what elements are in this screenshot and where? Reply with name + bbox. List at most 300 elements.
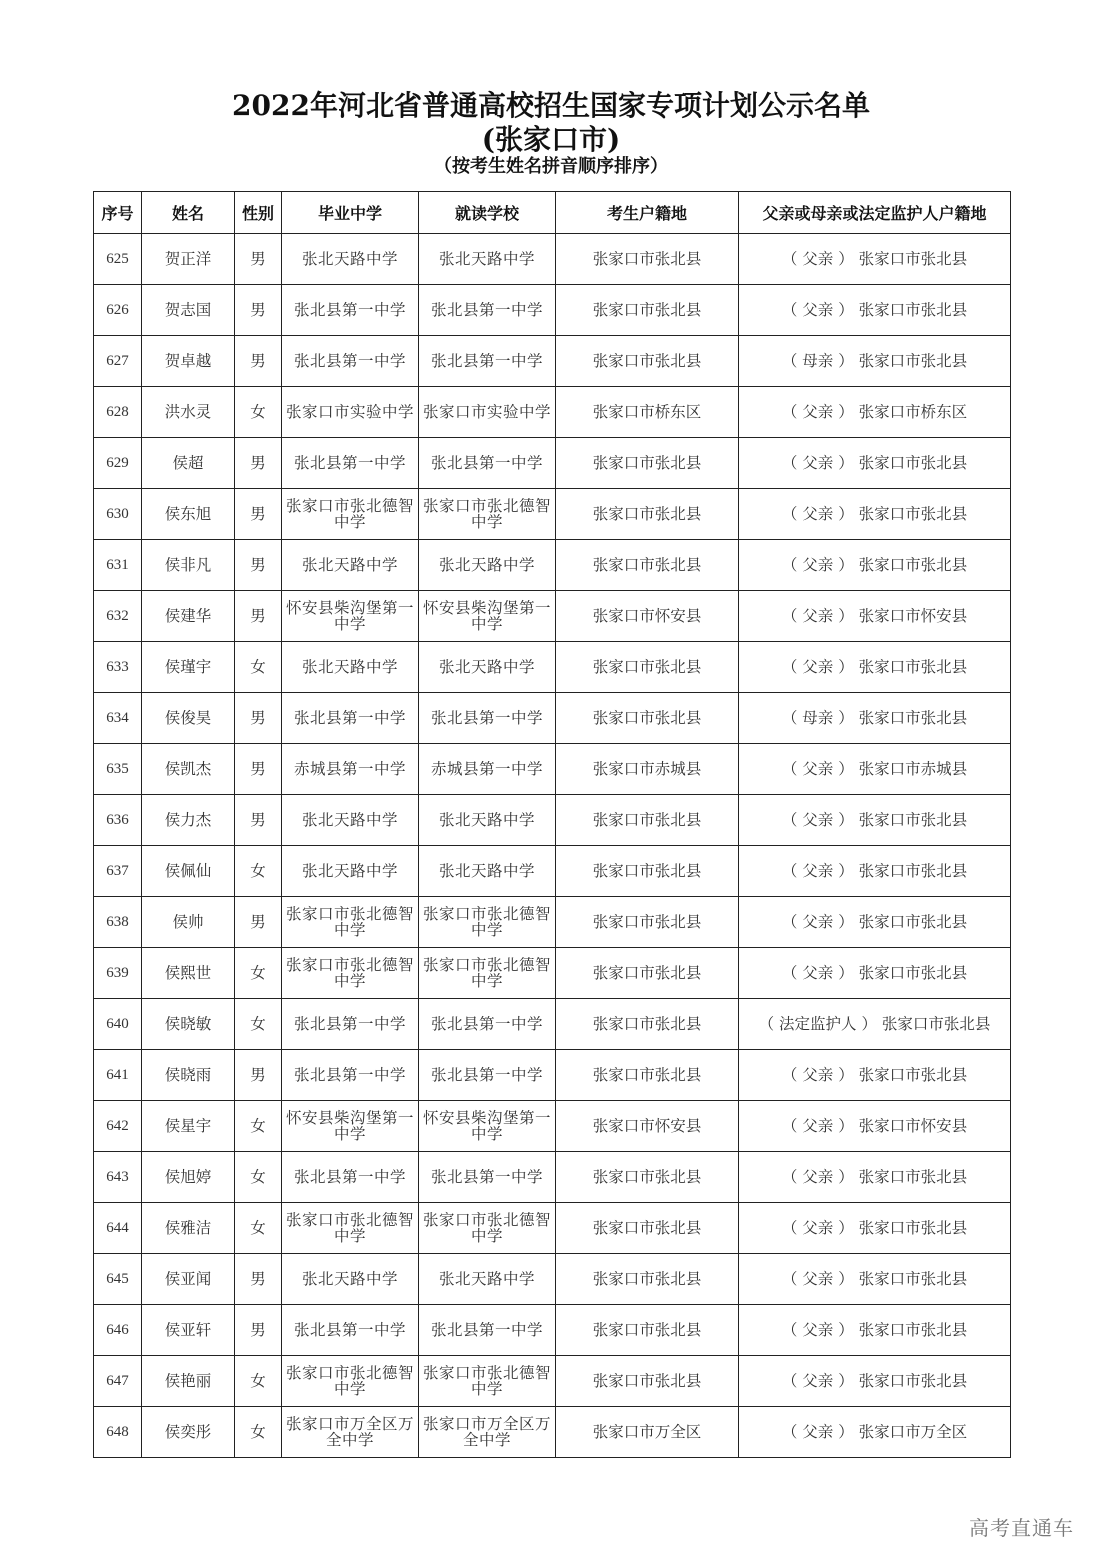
table-row [94,795,1011,846]
cell-current-school: 张家口市实验中学 [419,387,556,438]
guardian-role: 父亲 [802,1321,834,1339]
table-row [94,1407,1011,1458]
cell-current-school: 张北县第一中学 [419,999,556,1050]
cell-gender: 男 [235,489,282,540]
cell-no: 628 [94,387,142,438]
cell-gender: 男 [235,591,282,642]
col-header-hukou: 考生户籍地 [556,192,739,234]
cell-no: 626 [94,285,142,336]
table-row [94,744,1011,795]
paren-close: ） [833,862,859,880]
paren-open: （ [781,760,803,778]
guardian-hukou-place: 张家口市张北县 [881,1015,991,1033]
cell-hukou: 张家口市张北县 [556,540,739,591]
cell-grad-school: 张北县第一中学 [282,438,419,489]
cell-guardian-hukou [739,1101,1011,1152]
paren-open: （ [781,1219,803,1237]
paren-open: （ [781,556,803,574]
cell-guardian-hukou [739,642,1011,693]
guardian-role: 父亲 [802,760,834,778]
guardian-hukou-place: 张家口市张北县 [858,505,968,523]
guardian-hukou-place: 张家口市张北县 [858,556,968,574]
cell-no: 647 [94,1356,142,1407]
cell-no: 637 [94,846,142,897]
paren-open: （ [781,1117,803,1135]
paren-open: （ [781,1168,803,1186]
cell-hukou: 张家口市张北县 [556,999,739,1050]
guardian-role: 父亲 [802,1066,834,1084]
guardian-hukou-place: 张家口市张北县 [858,964,968,982]
cell-no: 630 [94,489,142,540]
cell-name: 侯建华 [142,591,235,642]
cell-current-school: 张北县第一中学 [419,693,556,744]
cell-name: 侯奕彤 [142,1407,235,1458]
paren-close: ） [833,1321,859,1339]
cell-grad-school: 张北天路中学 [282,234,419,285]
guardian-hukou-place: 张家口市张北县 [858,862,968,880]
guardian-role: 父亲 [802,862,834,880]
cell-gender: 女 [235,948,282,999]
cell-no: 646 [94,1305,142,1356]
guardian-hukou-place: 张家口市张北县 [858,913,968,931]
paren-close: ） [856,1015,882,1033]
guardian-role: 父亲 [802,1423,834,1441]
cell-gender: 男 [235,744,282,795]
table-row [94,999,1011,1050]
col-header-guardian-hukou: 父亲或母亲或法定监护人户籍地 [739,192,1011,234]
cell-gender: 男 [235,693,282,744]
table-row [94,1254,1011,1305]
guardian-role: 父亲 [802,658,834,676]
paren-open: （ [781,1321,803,1339]
table-row [94,1152,1011,1203]
cell-current-school: 张北县第一中学 [419,1152,556,1203]
cell-name: 侯晓敏 [142,999,235,1050]
cell-no: 643 [94,1152,142,1203]
cell-current-school: 怀安县柴沟堡第一中学 [419,591,556,642]
guardian-hukou-place: 张家口市张北县 [858,250,968,268]
cell-guardian-hukou [739,591,1011,642]
paren-open: （ [781,607,803,625]
cell-grad-school: 张北天路中学 [282,846,419,897]
guardian-role: 父亲 [802,811,834,829]
cell-name: 侯力杰 [142,795,235,846]
cell-name: 侯东旭 [142,489,235,540]
cell-name: 侯旭婷 [142,1152,235,1203]
guardian-role: 父亲 [802,1168,834,1186]
cell-guardian-hukou [739,795,1011,846]
paren-open: （ [781,862,803,880]
cell-hukou: 张家口市怀安县 [556,591,739,642]
cell-guardian-hukou [739,1356,1011,1407]
cell-grad-school: 张家口市张北德智中学 [282,897,419,948]
cell-guardian-hukou [739,1254,1011,1305]
guardian-hukou-place: 张家口市怀安县 [858,607,968,625]
cell-grad-school: 张家口市张北德智中学 [282,1203,419,1254]
table-row [94,897,1011,948]
cell-guardian-hukou [739,846,1011,897]
paren-open: （ [781,1372,803,1390]
guardian-hukou-place: 张家口市张北县 [858,1168,968,1186]
cell-hukou: 张家口市张北县 [556,336,739,387]
guardian-role: 法定监护人 [779,1015,857,1033]
cell-gender: 女 [235,1101,282,1152]
paren-close: ） [833,505,859,523]
cell-grad-school: 张北县第一中学 [282,285,419,336]
guardian-hukou-place: 张家口市张北县 [858,1270,968,1288]
cell-current-school: 张北县第一中学 [419,438,556,489]
cell-guardian-hukou [739,1050,1011,1101]
cell-name: 侯雅洁 [142,1203,235,1254]
cell-current-school: 张北县第一中学 [419,1050,556,1101]
cell-gender: 女 [235,1152,282,1203]
cell-gender: 男 [235,795,282,846]
cell-current-school: 张家口市张北德智中学 [419,948,556,999]
paren-open: （ [781,811,803,829]
col-header-name: 姓名 [142,192,235,234]
cell-guardian-hukou [739,948,1011,999]
cell-name: 侯非凡 [142,540,235,591]
cell-hukou: 张家口市张北县 [556,693,739,744]
cell-hukou: 张家口市张北县 [556,1305,739,1356]
paren-open: （ [781,913,803,931]
cell-current-school: 张北天路中学 [419,234,556,285]
cell-gender: 女 [235,846,282,897]
paren-open: （ [781,505,803,523]
paren-open: （ [781,709,803,727]
cell-no: 641 [94,1050,142,1101]
guardian-hukou-place: 张家口市张北县 [858,1066,968,1084]
table-row [94,948,1011,999]
table-header [94,192,1011,234]
guardian-hukou-place: 张家口市万全区 [858,1423,968,1441]
paren-close: ） [833,913,859,931]
paren-close: ） [833,1372,859,1390]
cell-grad-school: 张北县第一中学 [282,1305,419,1356]
cell-no: 633 [94,642,142,693]
guardian-role: 母亲 [802,709,834,727]
cell-name: 侯艳丽 [142,1356,235,1407]
cell-no: 645 [94,1254,142,1305]
cell-hukou: 张家口市张北县 [556,846,739,897]
guardian-role: 父亲 [802,1117,834,1135]
cell-hukou: 张家口市怀安县 [556,1101,739,1152]
cell-name: 侯亚轩 [142,1305,235,1356]
cell-no: 639 [94,948,142,999]
guardian-hukou-place: 张家口市张北县 [858,352,968,370]
cell-hukou: 张家口市张北县 [556,234,739,285]
cell-guardian-hukou [739,1203,1011,1254]
guardian-role: 父亲 [802,964,834,982]
paren-close: ） [833,403,859,421]
paren-close: ） [833,760,859,778]
cell-hukou: 张家口市张北县 [556,285,739,336]
guardian-role: 父亲 [802,1219,834,1237]
col-header-current-school: 就读学校 [419,192,556,234]
table-row [94,336,1011,387]
cell-guardian-hukou [739,1305,1011,1356]
table-row [94,234,1011,285]
table-row [94,387,1011,438]
cell-name: 侯超 [142,438,235,489]
cell-no: 640 [94,999,142,1050]
cell-grad-school: 张北天路中学 [282,540,419,591]
cell-current-school: 张北天路中学 [419,540,556,591]
guardian-role: 父亲 [802,607,834,625]
guardian-hukou-place: 张家口市张北县 [858,1321,968,1339]
paren-close: ） [833,250,859,268]
paren-open: （ [781,1066,803,1084]
cell-current-school: 张家口市张北德智中学 [419,1356,556,1407]
guardian-hukou-place: 张家口市张北县 [858,454,968,472]
cell-hukou: 张家口市张北县 [556,1050,739,1101]
table-row [94,285,1011,336]
paren-open: （ [781,250,803,268]
cell-no: 636 [94,795,142,846]
paren-close: ） [833,658,859,676]
cell-no: 644 [94,1203,142,1254]
col-header-no: 序号 [94,192,142,234]
cell-grad-school: 张北县第一中学 [282,336,419,387]
cell-gender: 女 [235,642,282,693]
cell-grad-school: 张家口市张北德智中学 [282,948,419,999]
guardian-role: 父亲 [802,505,834,523]
cell-gender: 男 [235,234,282,285]
cell-guardian-hukou [739,897,1011,948]
cell-grad-school: 怀安县柴沟堡第一中学 [282,591,419,642]
sort-note: （按考生姓名拼音顺序排序） [434,156,668,177]
cell-name: 侯亚闻 [142,1254,235,1305]
paren-close: ） [833,811,859,829]
cell-hukou: 张家口市赤城县 [556,744,739,795]
paren-close: ） [833,1168,859,1186]
guardian-hukou-place: 张家口市张北县 [858,811,968,829]
paren-close: ） [833,454,859,472]
cell-name: 侯俊昊 [142,693,235,744]
roster-table [93,191,1011,1458]
cell-guardian-hukou [739,387,1011,438]
guardian-hukou-place: 张家口市张北县 [858,658,968,676]
paren-close: ） [833,1219,859,1237]
paren-close: ） [833,964,859,982]
cell-gender: 男 [235,1050,282,1101]
cell-grad-school: 张北县第一中学 [282,999,419,1050]
paren-close: ） [833,1117,859,1135]
guardian-role: 父亲 [802,913,834,931]
paren-close: ） [833,352,859,370]
cell-hukou: 张家口市张北县 [556,1254,739,1305]
cell-grad-school: 张北天路中学 [282,795,419,846]
cell-gender: 女 [235,999,282,1050]
table-row [94,642,1011,693]
paren-open: （ [781,403,803,421]
cell-guardian-hukou [739,1152,1011,1203]
table-row [94,1050,1011,1101]
cell-current-school: 赤城县第一中学 [419,744,556,795]
cell-grad-school: 张北县第一中学 [282,1152,419,1203]
page-title: 2022年河北省普通高校招生国家专项计划公示名单 [232,89,870,122]
watermark-text: 高考直通车 [969,1516,1074,1540]
paren-open: （ [758,1015,780,1033]
cell-current-school: 张家口市张北德智中学 [419,1203,556,1254]
cell-current-school: 怀安县柴沟堡第一中学 [419,1101,556,1152]
cell-hukou: 张家口市张北县 [556,642,739,693]
cell-name: 洪水灵 [142,387,235,438]
cell-name: 侯瑾宇 [142,642,235,693]
cell-guardian-hukou [739,540,1011,591]
cell-name: 贺卓越 [142,336,235,387]
cell-no: 634 [94,693,142,744]
guardian-hukou-place: 张家口市张北县 [858,709,968,727]
table-row [94,591,1011,642]
paren-open: （ [781,964,803,982]
cell-gender: 男 [235,1254,282,1305]
cell-name: 侯熙世 [142,948,235,999]
cell-current-school: 张北天路中学 [419,795,556,846]
paren-open: （ [781,301,803,319]
guardian-hukou-place: 张家口市怀安县 [858,1117,968,1135]
table-row [94,693,1011,744]
cell-no: 631 [94,540,142,591]
cell-hukou: 张家口市张北县 [556,489,739,540]
guardian-role: 父亲 [802,403,834,421]
cell-guardian-hukou [739,489,1011,540]
cell-no: 642 [94,1101,142,1152]
table-row [94,1305,1011,1356]
col-header-grad-school: 毕业中学 [282,192,419,234]
cell-no: 627 [94,336,142,387]
table-row [94,540,1011,591]
guardian-role: 父亲 [802,1372,834,1390]
cell-hukou: 张家口市万全区 [556,1407,739,1458]
cell-no: 632 [94,591,142,642]
cell-name: 侯凯杰 [142,744,235,795]
cell-guardian-hukou [739,336,1011,387]
cell-current-school: 张家口市张北德智中学 [419,489,556,540]
table-row [94,1203,1011,1254]
cell-name: 侯帅 [142,897,235,948]
cell-current-school: 张北天路中学 [419,846,556,897]
cell-grad-school: 怀安县柴沟堡第一中学 [282,1101,419,1152]
table-row [94,1101,1011,1152]
cell-hukou: 张家口市张北县 [556,1356,739,1407]
cell-current-school: 张家口市张北德智中学 [419,897,556,948]
cell-name: 贺志国 [142,285,235,336]
guardian-hukou-place: 张家口市张北县 [858,1219,968,1237]
paren-close: ） [833,1066,859,1084]
paren-open: （ [781,352,803,370]
cell-hukou: 张家口市张北县 [556,948,739,999]
guardian-role: 父亲 [802,250,834,268]
page-subtitle: (张家口市) [481,123,621,156]
paren-close: ） [833,1423,859,1441]
cell-guardian-hukou [739,744,1011,795]
cell-current-school: 张家口市万全区万全中学 [419,1407,556,1458]
guardian-role: 父亲 [802,556,834,574]
guardian-hukou-place: 张家口市张北县 [858,301,968,319]
table-row [94,1356,1011,1407]
cell-grad-school: 张家口市张北德智中学 [282,489,419,540]
cell-gender: 女 [235,1407,282,1458]
paren-open: （ [781,658,803,676]
paren-close: ） [833,1270,859,1288]
cell-current-school: 张北天路中学 [419,642,556,693]
cell-hukou: 张家口市张北县 [556,1203,739,1254]
cell-grad-school: 张家口市实验中学 [282,387,419,438]
cell-grad-school: 张北天路中学 [282,1254,419,1305]
cell-name: 侯晓雨 [142,1050,235,1101]
cell-no: 625 [94,234,142,285]
cell-no: 629 [94,438,142,489]
paren-close: ） [833,301,859,319]
cell-grad-school: 张家口市万全区万全中学 [282,1407,419,1458]
cell-gender: 男 [235,285,282,336]
cell-gender: 男 [235,336,282,387]
paren-open: （ [781,1270,803,1288]
cell-gender: 男 [235,1305,282,1356]
cell-gender: 女 [235,387,282,438]
table-row [94,489,1011,540]
cell-hukou: 张家口市张北县 [556,1152,739,1203]
guardian-hukou-place: 张家口市赤城县 [858,760,968,778]
table-row [94,846,1011,897]
cell-current-school: 张北天路中学 [419,1254,556,1305]
cell-grad-school: 张北县第一中学 [282,1050,419,1101]
cell-grad-school: 张北天路中学 [282,642,419,693]
col-header-gender: 性别 [235,192,282,234]
cell-guardian-hukou [739,285,1011,336]
paren-close: ） [833,607,859,625]
cell-guardian-hukou [739,438,1011,489]
cell-no: 635 [94,744,142,795]
guardian-role: 父亲 [802,454,834,472]
cell-grad-school: 张北县第一中学 [282,693,419,744]
cell-gender: 女 [235,1356,282,1407]
cell-hukou: 张家口市张北县 [556,795,739,846]
cell-current-school: 张北县第一中学 [419,1305,556,1356]
paren-open: （ [781,454,803,472]
cell-guardian-hukou [739,999,1011,1050]
paren-open: （ [781,1423,803,1441]
paren-close: ） [833,556,859,574]
guardian-hukou-place: 张家口市张北县 [858,1372,968,1390]
cell-grad-school: 赤城县第一中学 [282,744,419,795]
cell-current-school: 张北县第一中学 [419,285,556,336]
cell-gender: 女 [235,1203,282,1254]
paren-close: ） [833,709,859,727]
table-body [94,234,1011,1458]
table-row [94,438,1011,489]
cell-name: 侯佩仙 [142,846,235,897]
cell-grad-school: 张家口市张北德智中学 [282,1356,419,1407]
cell-guardian-hukou [739,1407,1011,1458]
guardian-role: 母亲 [802,352,834,370]
cell-no: 648 [94,1407,142,1458]
cell-gender: 男 [235,540,282,591]
cell-current-school: 张北县第一中学 [419,336,556,387]
header-row [94,192,1011,234]
cell-name: 贺正洋 [142,234,235,285]
cell-no: 638 [94,897,142,948]
cell-gender: 男 [235,897,282,948]
cell-gender: 男 [235,438,282,489]
cell-hukou: 张家口市张北县 [556,438,739,489]
cell-guardian-hukou [739,693,1011,744]
cell-hukou: 张家口市张北县 [556,897,739,948]
cell-name: 侯星宇 [142,1101,235,1152]
cell-hukou: 张家口市桥东区 [556,387,739,438]
guardian-role: 父亲 [802,301,834,319]
